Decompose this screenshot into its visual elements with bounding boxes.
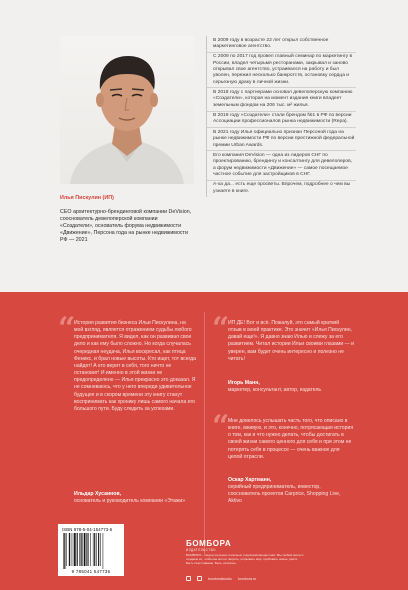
quote-text-hartmann: Мне довелось услышать часть того, что описано в книге, вживую, и это, конечно, потрясающая история о том, как и что нужно делать, чтобы достигать в своей жизни самого ценного для себя и при этом не потерять себя в процессе — очень важное для целой отрасли.: [228, 418, 354, 460]
quote-text-mann: ИП ДЕ! Вот и всё. Пожалуй, это самый краткий отзыв в моей практике. Это значит «Илья Пискулин, давай еще!». Я давно знаю Илью и слежу за его развитием. Читал истории Ильи своими глазами — и уверен, вам будет очень интересно и полезно не читать!: [228, 320, 354, 362]
barcode-number: 9 785041 547736: [71, 569, 111, 574]
timeline-item: С 2009 по 2017 год провел главный семинар по маркетингу в России, владел четырьмя ресторанами, закрывал и заново открывал свое агентство, устраивался на работу и был уволен, пережил несколько банкротств, остановку сердца и серьезную драку в личной жизни.: [207, 53, 356, 89]
timeline-item: В 2019 году «Создатели» стали брендом №1 в РФ по версии Ассоциации профессионалов рынка недвижимости (Repa).: [207, 112, 356, 129]
timeline-item: А-ха да... есть еще просветы. Впрочем, подробнее о чем вы узнаете в книге.: [213, 182, 351, 194]
quote-author-role: маркетер, консультант, автор, издатель: [228, 387, 322, 393]
timeline-item: В 2021 году Илья официально признан Персоной года на рынке недвижимости РФ по версии престижной федеральной премии Urban Awards.: [207, 128, 356, 151]
back-cover-top: [0, 0, 408, 292]
column-divider: [204, 312, 205, 556]
isbn-barcode: [58, 524, 124, 576]
quote-mark-icon: “: [212, 409, 230, 444]
quote-mark-icon: “: [212, 311, 230, 346]
publisher-links: [186, 576, 256, 581]
quote-author-role: основатель и руководитель компании «Этажи»: [74, 498, 186, 504]
quote-author-role: серийный предприниматель, инвестор, сооснователь проектов Carprice, Shopping Live, Aktivo: [228, 484, 341, 504]
author-timeline: [206, 36, 356, 197]
quote-text-khusainov: История развития бизнеса Ильи Пискулина, на мой взгляд, является отражением судьбы любого предпринимателя. Я видел, как он развивал свое дело и как ему было сложно. Но когда случалась очередная неудача, Илья воскресал, как птица Феникс, и брал новые высоты. Кто ищет, тот всегда найдет! А кто верит в себя, того ничто не остановит! И именно в этой жизни не предопределено — Илья прекрасно это доказал. Я не сомневаюсь, что у него впереди удивительное будущее и в скором времени эту книгу станут воспринимать как хронику лишь самого начала его большого пути. Буду следить за успехами.: [74, 320, 196, 412]
timeline-item: В 2009 году в возрасте 22 лет открыл собственное маркетинговое агентство.: [207, 36, 356, 53]
vk-icon: [186, 576, 191, 581]
publisher-sub: ИЗДАТЕЛЬСТВО: [186, 548, 216, 552]
signature-hartmann: [228, 477, 354, 505]
publisher-logo: БОМБОРА: [186, 539, 232, 548]
timeline-item: Его компания DeVision — одна из лидеров СНГ по проектированию, брендингу и консалтингу для девелоперов, а форум недвижимости «Движение» — самое посещаемое частное событие для застройщиков в СНГ.: [207, 151, 356, 180]
quote-author-name: Оскар Хартманн,: [228, 477, 272, 483]
signature-khusainov: [74, 491, 196, 505]
barcode-icon: [62, 533, 120, 569]
quote-mark-icon: “: [58, 311, 76, 346]
quote-author-name: Ильдар Хусаинов,: [74, 491, 122, 497]
publisher-social[interactable]: bomborabooks: [208, 576, 232, 581]
isbn-label: ISBN 978-5-04-154773-6: [62, 527, 113, 532]
publisher-slogan: БОМБОРА – лидер на рынке полезных и вдохновляющих книг. Мы любим книги и создаем их, чтобы вы могли творить, открывать мир, пробовать новое, расти. Быть счастливыми. Быть на волне.: [186, 553, 304, 565]
author-name: Илья Пискулин (ИП): [60, 195, 114, 201]
signature-mann: [228, 380, 354, 394]
publisher-block: [186, 540, 306, 566]
instagram-icon: [197, 576, 202, 581]
author-bio: СЕО архитектурно-брендинговой компании DeVision, сооснователь девелоперской компании «Создатели», основатель форума недвижимости «Движение», Персона года на рынке недвижимости РФ — 2021: [60, 209, 192, 244]
publisher-site[interactable]: bombora.ru: [237, 576, 257, 581]
author-photo: [60, 36, 194, 184]
quote-author-name: Игорь Манн,: [228, 380, 260, 386]
timeline-item: В 2018 году с партнерами основал девелоперскую компанию «Создатели», которая на момент издания книги владеет земельным фондом на 206 тыс. м² жилья.: [207, 88, 356, 111]
